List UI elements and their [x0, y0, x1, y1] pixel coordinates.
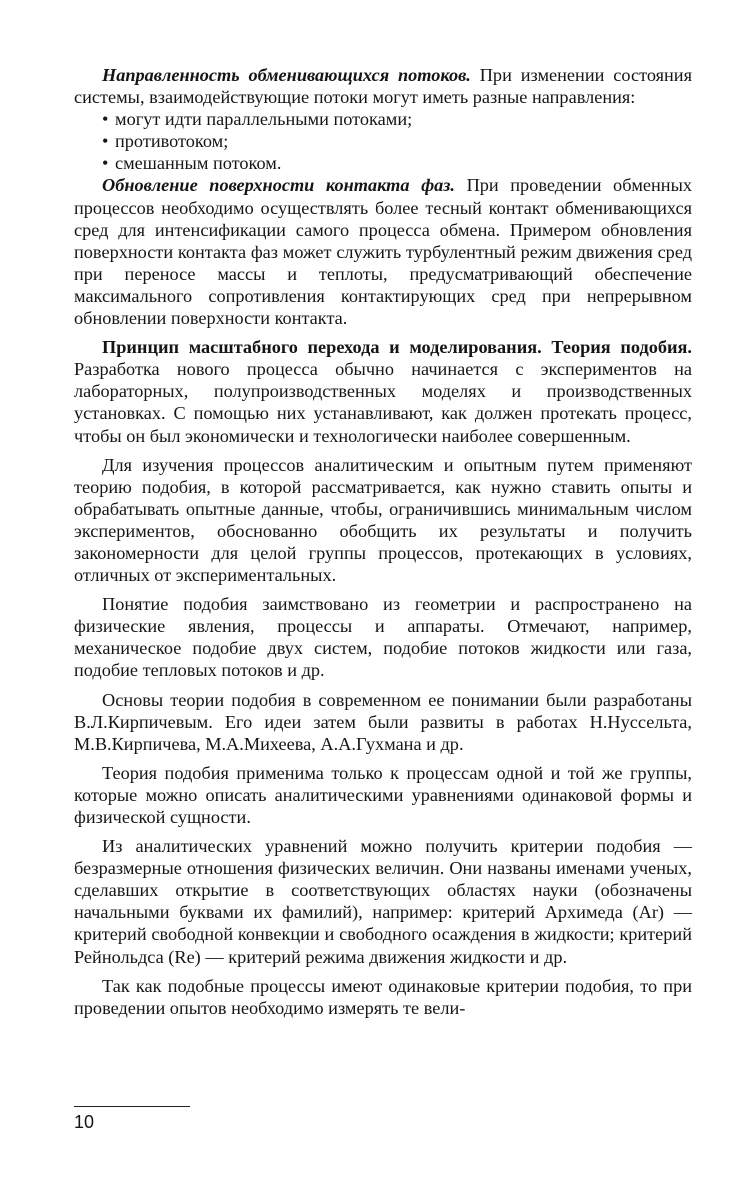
list-item [74, 108, 692, 130]
paragraph-flow-directions [74, 64, 692, 108]
heading-similarity-theory: Принцип масштабного перехода и моделирования. Теория подобия. [102, 337, 692, 358]
page-body [74, 64, 692, 1019]
paragraph-text: Разработка нового процесса обычно начинается с экспериментов на лабораторных, полупроизводственных моделях и производственных установках. С помощью них устанавливают, как должен протекать процесс, чтобы он был экономически и технологически наиболее совершенным. [74, 359, 692, 446]
list-item [74, 152, 692, 174]
bullet-icon: • [102, 131, 109, 152]
list-item-text: могут идти параллельными потоками; [115, 109, 413, 130]
paragraph: Понятие подобия заимствовано из геометрии и распространено на физические явления, процессы и аппараты. Отмечают, например, механическое подобие двух систем, подобие потоков жидкости или газа, подобие тепловых потоков и др. [74, 594, 692, 681]
paragraph-similarity-theory [74, 336, 692, 446]
heading-surface-renewal: Обновление поверхности контакта фаз. [102, 175, 456, 196]
list-item-text: противотоком; [115, 131, 229, 152]
paragraph-text: При изменении состояния системы, взаимодействующие потоки могут иметь разные направления: [74, 65, 692, 108]
page-number: 10 [74, 1112, 95, 1132]
paragraph: Так как подобные процессы имеют одинаковые критерии подобия, то при проведении опытов необходимо измерять те вели- [74, 975, 692, 1018]
bullet-list [74, 108, 692, 174]
list-item-text: смешанным потоком. [115, 153, 282, 174]
heading-flow-directions: Направленность обменивающихся потоков. [102, 65, 471, 85]
list-item [74, 130, 692, 152]
footer-rule [74, 1106, 190, 1107]
paragraph-surface-renewal [74, 174, 692, 329]
bullet-icon: • [102, 153, 109, 174]
bullet-icon: • [102, 109, 109, 130]
paragraph: Теория подобия применима только к процессам одной и той же группы, которые можно описать аналитическими уравнениями одинаковой формы и физической сущности. [74, 762, 692, 827]
paragraph-text: При проведении обменных процессов необходимо осуществлять более тесный контакт обменивающихся сред для интенсификации самого процесса обмена. Примером обновления поверхности контакта фаз может служить турбулентный режим движения сред при переносе массы и теплоты, предусматривающий обеспечение максимального сопротивления контактирующих сред при непрерывном обновлении поверхности контакта. [74, 175, 692, 329]
paragraph: Основы теории подобия в современном ее понимании были разработаны В.Л.Кирпичевым. Его идеи затем были развиты в работах Н.Нуссельта, М.В.Кирпичева, М.А.Михеева, А.А.Гухмана и др. [74, 689, 692, 754]
paragraph: Из аналитических уравнений можно получить критерии подобия — безразмерные отношения физических величин. Они названы именами ученых, сделавших открытие в соответствующих областях науки (обозначены начальными буквами их фамилий), например: критерий Архимеда (Ar) — критерий свободной конвекции и свободного осаждения в жидкости; критерий Рейнольдса (Re) — критерий режима движения жидкости и др. [74, 836, 692, 967]
paragraph: Для изучения процессов аналитическим и опытным путем применяют теорию подобия, в которой рассматривается, как нужно ставить опыты и обрабатывать опытные данные, чтобы, ограничившись минимальным числом экспериментов, обоснованно обобщить их результаты и получить закономерности для целой группы процессов, протекающих в условиях, отличных от экспериментальных. [74, 454, 692, 586]
